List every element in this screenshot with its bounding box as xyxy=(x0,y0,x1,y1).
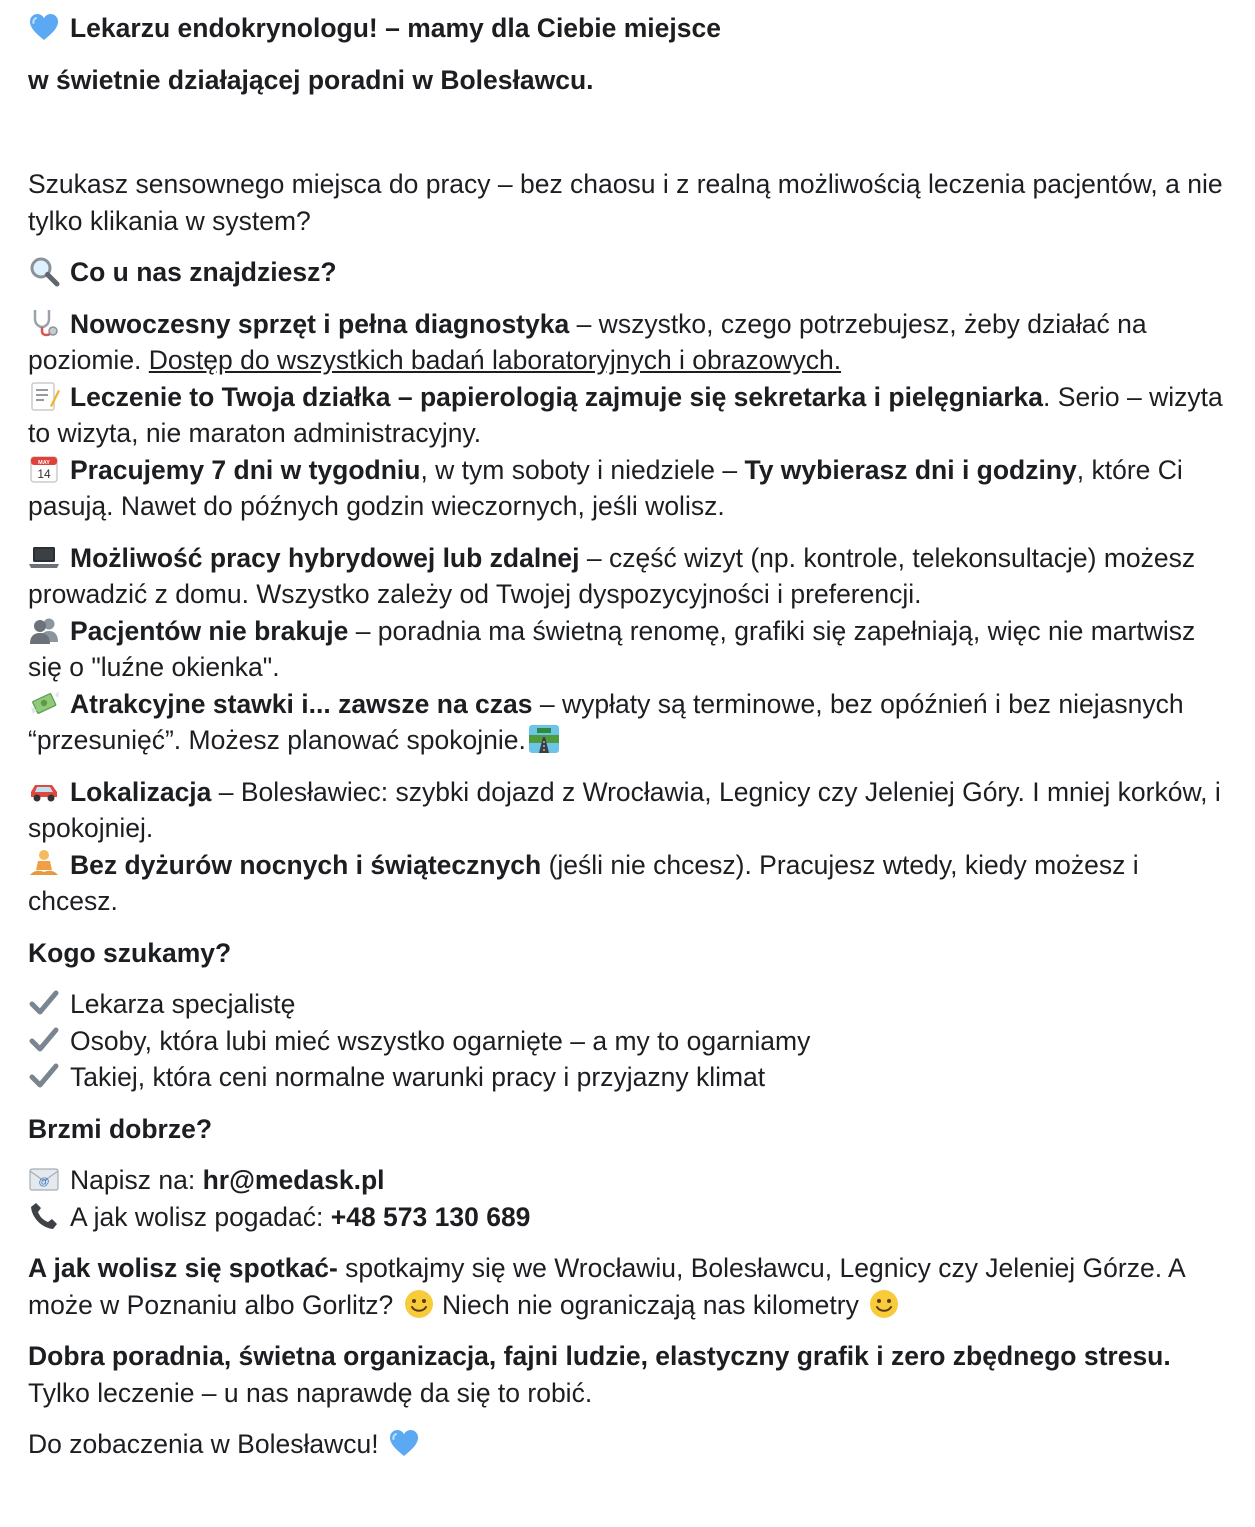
memo-icon xyxy=(28,380,60,412)
seeking-list xyxy=(28,986,1231,1096)
offer-heading-text: Co u nas znajdziesz? xyxy=(70,257,337,287)
benefit-text: , w tym soboty i niedziele – xyxy=(420,454,745,485)
benefit-item xyxy=(28,306,1231,379)
benefit-text: – wszystko, czego potrzebujesz, żeby działać na poziomie. xyxy=(28,308,1147,375)
meet-paragraph xyxy=(28,1250,1231,1323)
benefit-item xyxy=(28,613,1231,686)
telephone-receiver-icon xyxy=(28,1200,60,1232)
benefit-item xyxy=(28,379,1231,452)
svg-text:@: @ xyxy=(38,1176,50,1188)
benefit-bold: Lokalizacja xyxy=(70,776,212,807)
benefit-bold: Możliwość pracy hybrydowej lub zdalnej xyxy=(70,542,580,573)
benefit-underlined: Dostęp do wszystkich badań laboratoryjnych i obrazowych. xyxy=(148,345,842,375)
list-item-text: Takiej, która ceni normalne warunki pracy i przyjazny klimat xyxy=(70,1062,766,1092)
header-line-2: w świetnie działającej poradni w Bolesławcu. xyxy=(28,64,594,95)
stethoscope-icon xyxy=(28,307,60,339)
phone-line xyxy=(28,1199,1231,1236)
blue-heart-icon xyxy=(28,11,60,43)
summary-text: Tylko leczenie – u nas naprawdę da się to robić. xyxy=(28,1377,593,1408)
check-mark-icon xyxy=(28,987,60,1019)
benefit-item xyxy=(28,452,1231,525)
car-icon xyxy=(28,775,60,807)
money-with-wings-icon xyxy=(28,687,60,719)
closing-line xyxy=(28,1426,1231,1463)
benefit-text: (jeśli nie chcesz). Pracujesz wtedy, kiedy możesz i chcesz. xyxy=(28,849,1139,916)
list-item xyxy=(28,986,1231,1023)
list-item xyxy=(28,1059,1231,1096)
intro-text: Szukasz sensownego miejsca do pracy – bez chaosu i z realną możliwością leczenia pacjentów, a nie tylko klikania w system? xyxy=(28,169,1223,236)
phone-value[interactable]: +48 573 130 689 xyxy=(330,1201,531,1232)
benefit-text: – poradnia ma świetną renomę, grafiki się zapełniają, więc nie martwisz się o "luźne okienka". xyxy=(28,615,1196,682)
motorway-icon xyxy=(528,723,560,755)
email-line xyxy=(28,1162,1231,1199)
person-in-lotus-icon xyxy=(28,848,60,880)
email-label: Napisz na: xyxy=(70,1165,203,1195)
contact-block xyxy=(28,1162,1231,1235)
benefit-item xyxy=(28,774,1231,847)
check-mark-icon xyxy=(28,1060,60,1092)
header-line-1: Lekarzu endokrynologu! – mamy dla Ciebie miejsce xyxy=(70,13,721,43)
busts-icon xyxy=(28,614,60,646)
benefit-bold: Bez dyżurów nocnych i świątecznych xyxy=(70,849,542,880)
benefit-bold-2: Ty wybierasz dni i godziny xyxy=(744,454,1077,485)
meet-text-2: Niech nie ograniczają nas kilometry xyxy=(434,1289,867,1320)
benefit-item xyxy=(28,847,1231,920)
benefit-text: – Bolesławiec: szybki dojazd z Wrocławia, Legnicy czy Jeleniej Góry. I mniej korków, i spokojniej. xyxy=(28,776,1221,843)
blue-heart-icon xyxy=(388,1427,420,1459)
seeking-heading: Kogo szukamy? xyxy=(28,937,232,968)
post-header xyxy=(28,10,1231,47)
calendar-month: MAY xyxy=(38,459,50,466)
summary-bold: Dobra poradnia, świetna organizacja, fajni ludzie, elastyczny grafik i zero zbędnego stresu. xyxy=(28,1341,1171,1371)
meet-bold: A jak wolisz się spotkać- xyxy=(28,1253,338,1283)
phone-label: A jak wolisz pogadać: xyxy=(70,1201,331,1232)
benefit-text-2: , które Ci pasują. Nawet do późnych godzin wieczornych, jeśli wolisz. xyxy=(28,454,1183,521)
closing-text: Do zobaczenia w Bolesławcu! xyxy=(28,1429,386,1459)
offer-heading xyxy=(28,254,1231,291)
benefit-bold: Pracujemy 7 dni w tygodniu xyxy=(70,454,421,485)
list-item-text: Osoby, która lubi mieć wszystko ogarnięte – a my to ogarniamy xyxy=(70,1025,811,1056)
list-item xyxy=(28,1023,1231,1060)
magnifying-glass-icon xyxy=(28,255,60,287)
benefit-text: – wypłaty są terminowe, bez opóźnień i bez niejasnych “przesunięć”. Możesz planować spokojnie. xyxy=(28,688,1184,755)
calendar-icon xyxy=(28,453,60,485)
cta-heading: Brzmi dobrze? xyxy=(28,1113,213,1144)
calendar-day: 14 xyxy=(37,466,51,481)
slightly-smiling-face-icon xyxy=(868,1288,900,1320)
benefit-bold: Leczenie to Twoja działka – papierologią zajmuje się sekretarka i pielęgniarka xyxy=(70,381,1044,412)
laptop-icon xyxy=(28,541,60,573)
meet-text: spotkajmy się we Wrocławiu, Bolesławcu, Legnicy czy Jeleniej Górze. A może w Poznaniu albo Gorlitz? xyxy=(28,1253,1185,1320)
slightly-smiling-face-icon xyxy=(403,1288,435,1320)
benefit-bold: Pacjentów nie brakuje xyxy=(70,615,349,646)
benefit-item xyxy=(28,686,1231,759)
benefit-text: . Serio – wizyta to wizyta, nie maraton administracyjny. xyxy=(28,381,1223,448)
email-value[interactable]: hr@medask.pl xyxy=(202,1165,385,1195)
benefit-bold: Atrakcyjne stawki i... zawsze na czas xyxy=(70,688,533,719)
benefit-item xyxy=(28,540,1231,613)
check-mark-icon xyxy=(28,1024,60,1056)
list-item-text: Lekarza specjalistę xyxy=(70,989,296,1019)
benefit-bold: Nowoczesny sprzęt i pełna diagnostyka xyxy=(70,308,570,339)
email-at-icon xyxy=(28,1163,60,1195)
summary-paragraph xyxy=(28,1338,1231,1411)
benefit-text: – część wizyt (np. kontrole, telekonsultacje) możesz prowadzić z domu. Wszystko zależy od Twojej dyspozycyjności i preferencji. xyxy=(28,542,1196,609)
